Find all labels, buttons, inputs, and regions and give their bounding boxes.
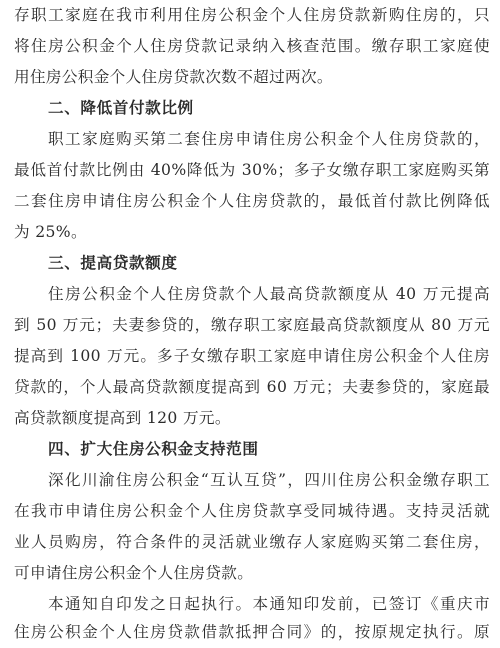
paragraph-line: 深化川渝住房公积金“互认互贷”，四川住房公积金缴存职工: [48, 471, 490, 489]
paragraph-line: 可申请住房公积金个人住房贷款。: [14, 564, 254, 582]
paragraph-line: 高贷款额度提高到 120 万元。: [14, 409, 231, 427]
paragraph-line: 本通知自印发之日起执行。本通知印发前，已签订《重庆市: [48, 595, 490, 613]
paragraph-line: 职工家庭购买第二套住房申请住房公积金个人住房贷款的，: [48, 130, 490, 148]
paragraph-line: 住房公积金个人住房贷款个人最高贷款额度从 40 万元提高: [48, 285, 490, 303]
section-heading: 四、扩大住房公积金支持范围: [48, 440, 259, 458]
paragraph-line: 贷款的，个人最高贷款额度提高到 60 万元；夫妻参贷的，家庭最: [14, 378, 490, 396]
section-heading: 二、降低首付款比例: [48, 99, 194, 117]
paragraph-line: 住房公积金个人住房贷款借款抵押合同》的，按原规定执行。原: [14, 623, 490, 641]
paragraph-line: 用住房公积金个人住房贷款次数不超过两次。: [14, 68, 333, 86]
paragraph-line: 在我市申请住房公积金个人住房贷款享受同城待遇。支持灵活就: [14, 502, 490, 520]
paragraph-line: 提高到 100 万元。多子女缴存职工家庭申请住房公积金个人住房: [14, 347, 490, 365]
paragraph-line: 为 25%。: [14, 223, 87, 241]
paragraph-line: 业人员购房，符合条件的灵活就业缴存人家庭购买第二套住房，: [14, 533, 490, 551]
paragraph-line: 二套住房申请住房公积金个人住房贷款的，最低首付款比例降低: [14, 192, 490, 210]
section-heading: 三、提高贷款额度: [48, 254, 178, 272]
paragraph-line: 最低首付款比例由 40%降低为 30%；多子女缴存职工家庭购买第: [14, 161, 490, 179]
paragraph-line: 存职工家庭在我市利用住房公积金个人住房贷款新购住房的，只: [14, 6, 490, 24]
paragraph-line: 到 50 万元；夫妻参贷的，缴存职工家庭最高贷款额度从 80 万元: [14, 316, 490, 334]
paragraph-line: 将住房公积金个人住房贷款记录纳入核查范围。缴存职工家庭使: [14, 37, 490, 55]
